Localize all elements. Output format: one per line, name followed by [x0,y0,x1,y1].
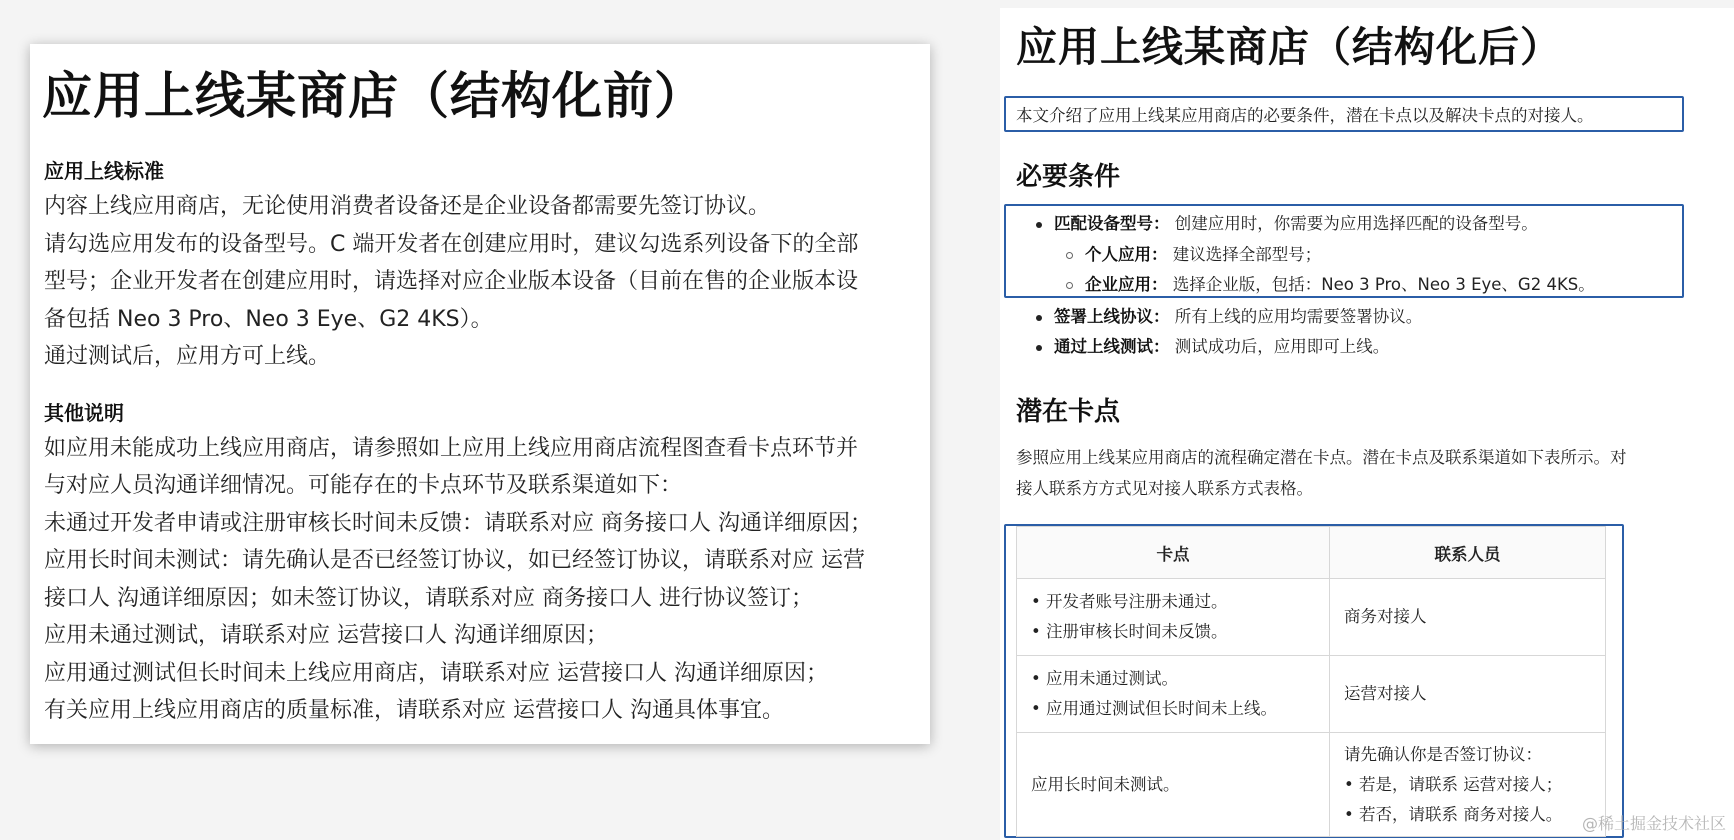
notes-line: 未通过开发者申请或注册审核长时间未反馈：请联系对应 商务接口人 沟通详细原因； [44,510,872,536]
header-blocker: 卡点 [1017,527,1330,579]
standards-line: 请勾选应用发布的设备型号。C 端开发者在创建应用时，建议勾选系列设备下的全部 [44,231,859,257]
sub-item-enterprise: 企业应用： 选择企业版，包括：Neo 3 Pro、Neo 3 Eye、G2 4KS。 [1066,271,1595,295]
table-row [1017,656,1606,733]
notes-line: 应用未通过测试，请联系对应 运营接口人 沟通详细原因； [44,623,608,648]
table-row [1017,579,1606,656]
required-item-device: 匹配设备型号： 创建应用时，你需要为应用选择匹配的设备型号。 [1036,210,1538,234]
intro-text: 本文介绍了应用上线某应用商店的必要条件，潜在卡点以及解决卡点的对接人。 [1016,106,1594,125]
after-title: 应用上线某商店（结构化后） [1016,23,1562,71]
notes-line: 如应用未能成功上线应用商店，请参照如上应用上线应用商店流程图查看卡点环节并 [44,435,859,461]
notes-line: 与对应人员沟通详细情况。可能存在的卡点环节及联系渠道如下： [44,473,683,498]
bullet-icon [1036,315,1042,321]
required-item-test: 通过上线测试： 测试成功后，应用即可上线。 [1036,333,1389,357]
standards-line: 内容上线应用商店，无论使用消费者设备还是企业设备都需要先签订协议。 [44,194,771,219]
bullet-icon [1036,222,1042,228]
blocker-cell: • 开发者账号注册未通过。 • 注册审核长时间未反馈。 [1017,579,1330,656]
blocker-cell: • 应用未通过测试。 • 应用通过测试但长时间未上线。 [1017,656,1330,733]
notes-line: 应用通过测试但长时间未上线应用商店，请联系对应 运营接口人 沟通详细原因； [44,660,828,686]
section-heading-notes: 其他说明 [44,400,124,425]
notes-line: 接口人 沟通详细原因；如未签订协议，请联系对应 商务接口人 进行协议签订； [44,585,813,611]
bullet-icon [1036,345,1042,351]
sub-bullet-icon [1066,282,1073,289]
before-body [44,154,920,730]
after-document-panel [1000,8,1734,840]
watermark-text: @稀土掘金技术社区 [1581,814,1726,833]
contact-cell: 商务对接人 [1330,579,1606,656]
before-title: 应用上线某商店（结构化前） [42,67,705,125]
before-document-card [30,44,930,744]
intro-highlight-box [1004,96,1684,132]
blocker-cell: 应用长时间未测试。 [1017,733,1330,837]
notes-line: 应用长时间未测试：请先确认是否已经签订协议，如已经签订协议，请联系对应 运营 [44,548,865,573]
blockers-heading: 潜在卡点 [1016,397,1121,427]
standards-line: 备包括 Neo 3 Pro、Neo 3 Eye、G2 4KS）。 [44,306,493,332]
table-highlight-box [1004,524,1624,838]
standards-line: 型号；企业开发者在创建应用时，请选择对应企业版本设备（目前在售的企业版本设 [44,269,859,294]
blockers-paragraph-line: 参照应用上线某应用商店的流程确定潜在卡点。潜在卡点及联系渠道如下表所示。对 [1016,448,1627,467]
blockers-paragraph-line: 接人联系方方式见对接人联系方式表格。 [1016,479,1313,498]
notes-line: 有关应用上线应用商店的质量标准，请联系对应 运营接口人 沟通具体事宜。 [44,698,784,723]
table-row [1017,733,1606,837]
section-heading-standards: 应用上线标准 [44,159,164,183]
blockers-table [1016,526,1606,837]
table-header-row [1017,527,1606,579]
required-heading: 必要条件 [1016,162,1121,192]
sub-item-personal: 个人应用： 建议选择全部型号； [1066,241,1321,265]
standards-line: 通过测试后，应用方可上线。 [44,344,331,369]
contact-cell: 请先确认你是否签订协议： • 若是，请联系 运营对接人； • 若否，请联系 商务对接人。 [1330,733,1606,837]
required-item-agreement: 签署上线协议： 所有上线的应用均需要签署协议。 [1036,303,1422,327]
contact-cell: 运营对接人 [1330,656,1606,733]
sub-bullet-icon [1066,252,1073,259]
header-contact: 联系人员 [1330,527,1606,579]
